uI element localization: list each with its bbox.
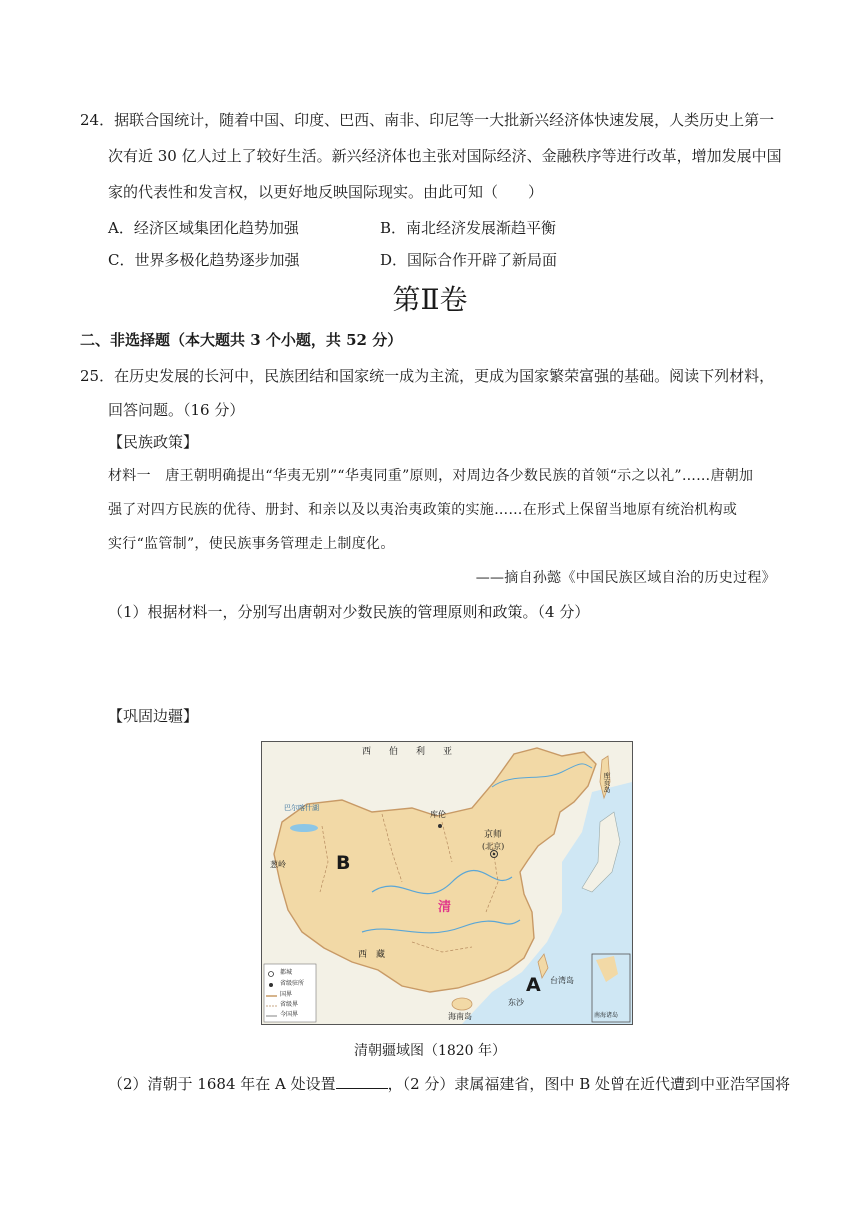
map-label-qing: 清 bbox=[438, 900, 452, 915]
map-label-xizang: 西 藏 bbox=[358, 950, 386, 960]
balkhash-lake bbox=[290, 824, 318, 832]
material1-source: ——摘自孙懿《中国民族区域自治的历史过程》 bbox=[475, 570, 776, 586]
q25-stem-line2: 回答问题。（16 分） bbox=[108, 401, 245, 419]
map-label-jingshi: 京师 bbox=[484, 830, 503, 840]
material1-line1: 材料一 唐王朝明确提出“华夷无别”“华夷同重”原则，对周边各少数民族的首领“示之以礼”……唐朝加 bbox=[108, 468, 754, 484]
section2-heading: 二、非选择题（本大题共 3 个小题，共 52 分） bbox=[80, 331, 403, 349]
tag-consolidate-border: 【巩固边疆】 bbox=[108, 707, 199, 725]
q24-stem-line3: 家的代表性和发言权，以更好地反映国际现实。由此可知（ ） bbox=[108, 183, 544, 201]
q25-subquestion-1: （1）根据材料一，分别写出唐朝对少数民族的管理原则和政策。（4 分） bbox=[108, 603, 590, 621]
kulun-marker bbox=[438, 824, 442, 828]
map-label-nanhai: 南海诸岛 bbox=[594, 1012, 619, 1019]
map-caption: 清朝疆域图（1820 年） bbox=[353, 1043, 507, 1059]
q25-subquestion-2 bbox=[108, 1074, 790, 1094]
map-label-pamir: 葱岭 bbox=[270, 860, 286, 869]
legend-capital: 都城 bbox=[280, 969, 293, 976]
material1-line2: 强了对四方民族的优待、册封、和亲以及以夷治夷政策的实施……在形式上保留当地原有统治机构或 bbox=[108, 502, 738, 518]
map-label-b: B bbox=[336, 852, 351, 874]
q25-stem-line1: 25．在历史发展的长河中，民族团结和国家统一成为主流，更成为国家繁荣富强的基础。阅读下列材料， bbox=[80, 367, 775, 385]
legend-national-border: 国界 bbox=[280, 991, 293, 998]
q24-stem-line2: 次有近 30 亿人过上了较好生活。新兴经济体也主张对国际经济、金融秩序等进行改革，增加发展中国 bbox=[108, 147, 782, 165]
hainan-island bbox=[452, 998, 472, 1010]
answer-blank bbox=[336, 1074, 388, 1089]
q24-stem-line1: 24．据联合国统计，随着中国、印度、巴西、南非、印尼等一大批新兴经济体快速发展，人类历史上第一 bbox=[80, 111, 775, 129]
map-label-balkhash: 巴尔喀什湖 bbox=[284, 804, 319, 812]
subquestion-2-text-start: （2）清朝于 1684 年在 A 处设置 bbox=[108, 1075, 336, 1093]
map-label-beijing: (北京) bbox=[482, 842, 505, 851]
map-label-hainan: 海南岛 bbox=[448, 1012, 472, 1021]
q24-option-c: C．世界多极化趋势逐步加强 bbox=[108, 251, 300, 269]
map-label-dongsha: 东沙 bbox=[508, 998, 524, 1007]
subquestion-2-text-end: ，（2 分）隶属福建省，图中 B 处曾在近代遭到中亚浩罕国将 bbox=[387, 1075, 790, 1093]
q24-option-a: A．经济区域集团化趋势加强 bbox=[108, 219, 299, 237]
q24-option-d: D．国际合作开辟了新局面 bbox=[380, 251, 558, 269]
map-label-a: A bbox=[526, 974, 541, 996]
legend-provincial-border: 省级界 bbox=[280, 1001, 299, 1008]
tag-ethnic-policy: 【民族政策】 bbox=[108, 433, 199, 451]
legend-provincial-seat: 省级驻所 bbox=[280, 980, 305, 987]
map-label-kuye: 库页岛 bbox=[603, 772, 611, 793]
legend-modern-border: 今国界 bbox=[280, 1011, 299, 1018]
q24-option-b: B．南北经济发展渐趋平衡 bbox=[380, 219, 557, 237]
map-label-siberia: 西 伯 利 亚 bbox=[362, 747, 453, 757]
japan-island bbox=[582, 812, 620, 892]
material1-line3: 实行“监管制”，使民族事务管理走上制度化。 bbox=[108, 536, 395, 552]
map-label-kulun: 库伦 bbox=[430, 810, 446, 819]
volume-title: 第Ⅱ卷 bbox=[392, 283, 468, 316]
qing-territory-map bbox=[261, 741, 633, 1025]
map-label-taiwan: 台湾岛 bbox=[550, 976, 574, 985]
